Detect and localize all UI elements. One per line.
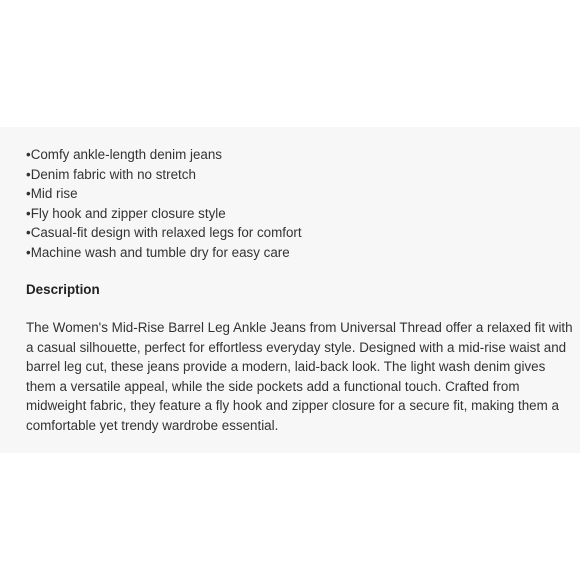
- description-heading: Description: [26, 282, 100, 297]
- feature-list: [26, 145, 580, 262]
- description-text: The Women's Mid-Rise Barrel Leg Ankle Jeans from Universal Thread offer a relaxed fit with a casual silhouette, perfect for effortless everyday style. Designed with a mid-rise waist and barrel leg cut, these jeans provide a modern, laid-back look. The light wash denim gives them a versatile appeal, while the side pockets add a functional touch. Crafted from midweight fabric, they feature a fly hook and zipper closure for a secure fit, making them a comfortable yet trendy wardrobe essential.: [26, 320, 573, 433]
- product-details-panel: [0, 127, 580, 453]
- feature-item: •Casual-fit design with relaxed legs for comfort: [26, 225, 302, 240]
- feature-item: •Machine wash and tumble dry for easy care: [26, 244, 290, 260]
- feature-item: •Mid rise: [26, 186, 78, 201]
- feature-item: •Comfy ankle-length denim jeans: [26, 147, 222, 162]
- feature-item: •Denim fabric with no stretch: [26, 166, 196, 182]
- feature-item: •Fly hook and zipper closure style: [26, 205, 226, 221]
